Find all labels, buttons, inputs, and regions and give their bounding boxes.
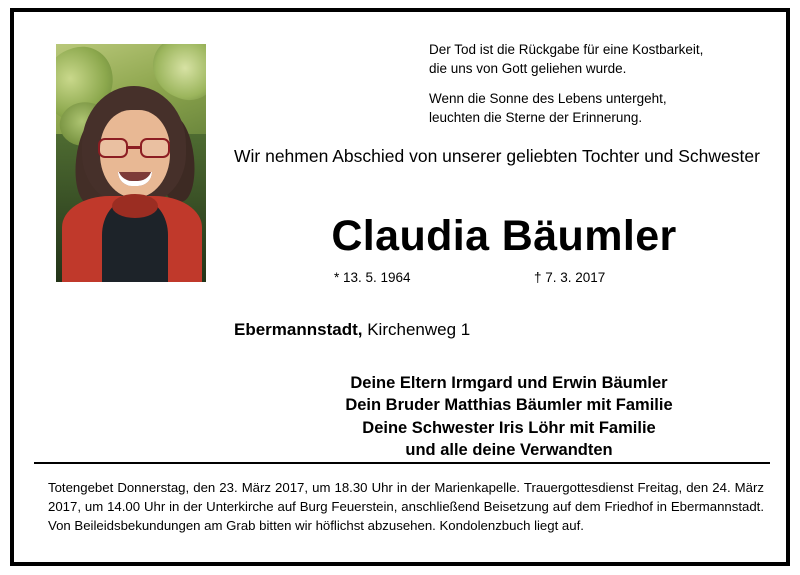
deceased-name: Claudia Bäumler <box>331 212 677 260</box>
scarf <box>112 194 158 218</box>
section-divider <box>34 462 770 464</box>
verse-line-4: leuchten die Sterne der Erinnerung. <box>429 110 643 126</box>
glasses-lens-left <box>98 138 128 158</box>
family-line-2: Dein Bruder Matthias Bäumler mit Familie <box>345 396 673 415</box>
residence-street: Kirchenweg 1 <box>362 320 471 339</box>
residence-line <box>234 320 470 340</box>
service-details: Totengebet Donnerstag, den 23. März 2017, um 18.30 Uhr in der Marienkapelle. Trauergottesdienst Freitag, den 24. März 2017, um 14.00 Uhr in der Unterkirche auf Burg Feuerstein, anschließend Beisetzung auf dem Friedhof in Ebermannstadt. Von Beileidsbekundungen am Grab bitten wir höflichst abzusehen. Kondolenzbuch liegt auf. <box>48 480 764 534</box>
family-line-3: Deine Schwester Iris Löhr mit Familie <box>362 418 656 437</box>
residence-city: Ebermannstadt, <box>234 320 363 339</box>
verse-line-2: die uns von Gott geliehen wurde. <box>429 61 627 77</box>
bereaved-family <box>244 372 774 461</box>
birth-date: * 13. 5. 1964 <box>334 270 411 285</box>
glasses-lens-right <box>140 138 170 158</box>
portrait-photo <box>56 44 206 282</box>
verse-line-3: Wenn die Sonne des Lebens untergeht, <box>429 91 667 107</box>
verse-spacer <box>429 78 769 89</box>
memorial-verse <box>429 40 769 128</box>
family-line-4: und alle deine Verwandten <box>405 440 613 459</box>
obituary-content <box>14 12 786 562</box>
death-date: † 7. 3. 2017 <box>534 270 606 285</box>
glasses-icon <box>96 138 174 160</box>
family-line-1: Deine Eltern Irmgard und Erwin Bäumler <box>350 374 668 392</box>
announcement-text: Wir nehmen Abschied von unserer geliebten Tochter und Schwester <box>234 146 760 166</box>
verse-line-1: Der Tod ist die Rückgabe für eine Kostbarkeit, <box>429 42 704 57</box>
glasses-bridge <box>128 146 140 149</box>
